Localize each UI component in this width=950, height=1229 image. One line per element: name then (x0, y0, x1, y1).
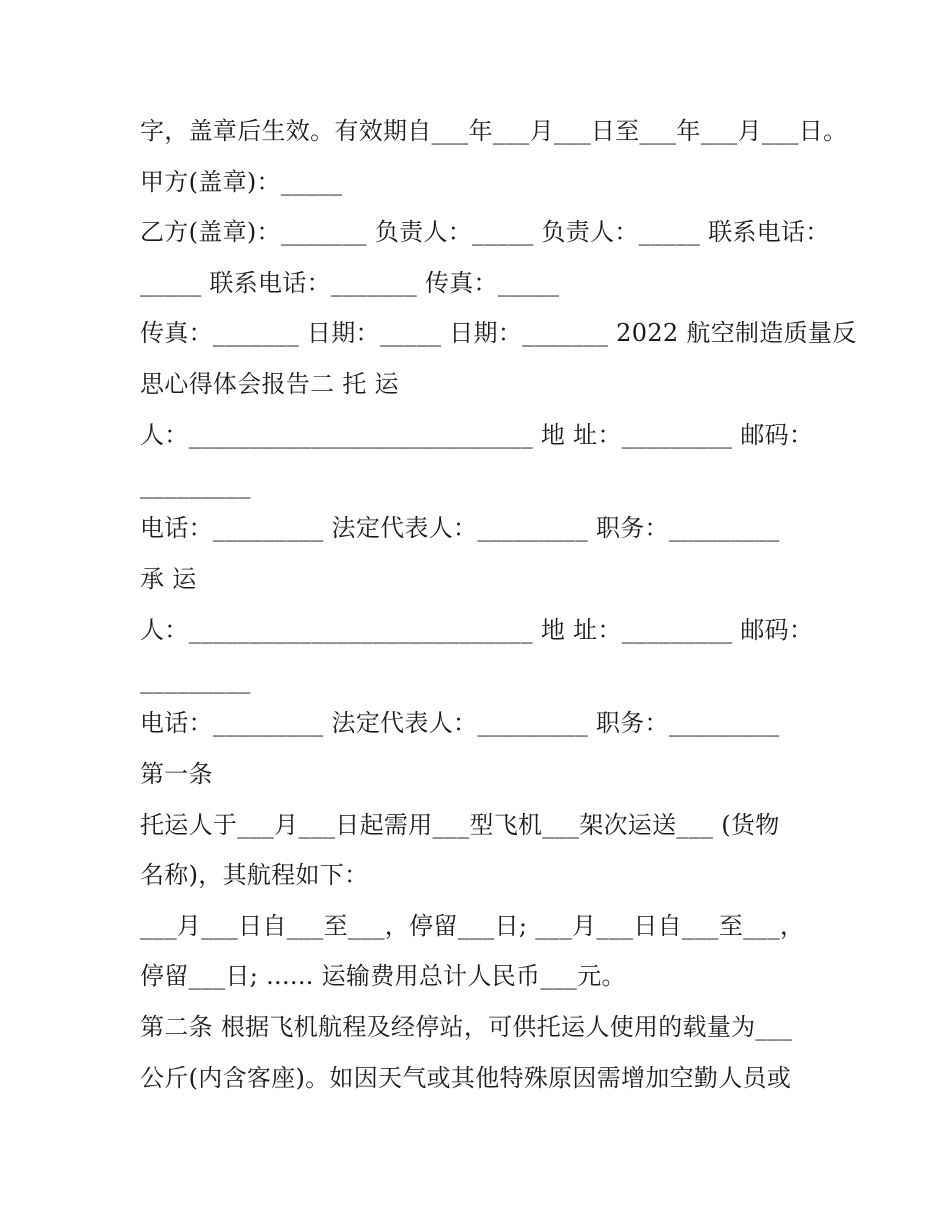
text-line: 字，盖章后生效。有效期自___年___月___日至___年___月___日。 (140, 117, 848, 145)
text-line: ___月___日自___至___，停留___日; ___月___日自___至___， (140, 912, 805, 940)
text-line: 人：____________________________ 地 址：_________ 邮码： (140, 421, 814, 449)
text-line: _________ (140, 666, 251, 694)
text-line: 乙方(盖章)：_______ 负责人：_____ 负责人：_____ 联系电话： (140, 218, 830, 246)
text-line: _____ 联系电话：_______ 传真：_____ (140, 269, 560, 297)
text-line: 公斤(内含客座)。如因天气或其他特殊原因需增加空勤人员或 (140, 1064, 792, 1092)
text-line: 甲方(盖章)：_____ (140, 168, 343, 196)
text-line: 传真：_______ 日期：_____ 日期：_______ 2022 航空制造质量反 (140, 319, 857, 347)
text-line: 停留___日; ...... 运输费用总计人民币___元。 (140, 962, 626, 990)
text-line: 第二条 根据飞机航程及经停站，可供托运人使用的载量为___ (140, 1013, 793, 1041)
text-line: 第一条 (140, 760, 213, 788)
text-line: 人：____________________________ 地 址：_________ 邮码： (140, 616, 814, 644)
text-line: _________ (140, 471, 251, 499)
text-line: 电话：_________ 法定代表人：_________ 职务：_________ (140, 709, 780, 737)
text-line: 托运人于___月___日起需用___型飞机___架次运送___ (货物 (140, 811, 780, 839)
text-line: 电话：_________ 法定代表人：_________ 职务：_________ (140, 514, 780, 542)
text-line: 名称)，其航程如下： (140, 861, 369, 889)
text-line: 思心得体会报告二 托 运 (140, 370, 399, 398)
text-line: 承 运 (140, 565, 197, 593)
